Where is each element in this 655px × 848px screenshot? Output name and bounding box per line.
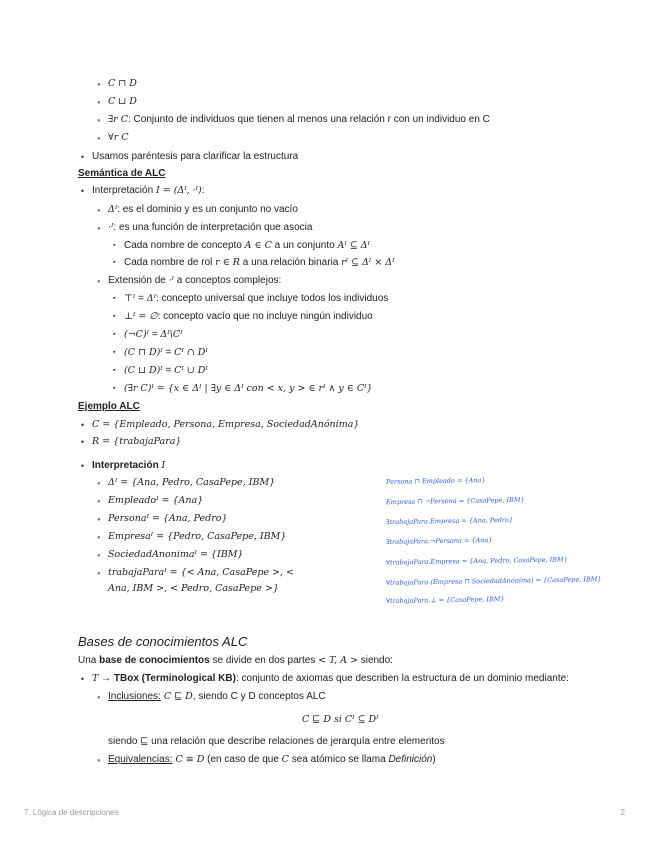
bullet-icon: ▪ bbox=[113, 385, 116, 392]
list-item bbox=[113, 256, 395, 270]
list-item bbox=[97, 221, 313, 235]
list-item bbox=[302, 713, 379, 727]
text: a una relación binaria bbox=[239, 257, 342, 268]
math-expression: (C ⊔ D)ᴵ bbox=[124, 365, 163, 376]
list-item bbox=[97, 274, 282, 288]
math-expression: A ∈ C bbox=[244, 240, 272, 251]
text: = bbox=[162, 365, 175, 376]
math-expression: Δᴵ = {Ana, Pedro, CasaPepe, IBM} bbox=[108, 477, 276, 488]
text: Interpretación bbox=[92, 460, 162, 471]
math-expression: R = {trabajaPara} bbox=[92, 436, 182, 447]
bullet-icon: ▪ bbox=[113, 367, 116, 374]
bullet-icon: ● bbox=[97, 226, 101, 232]
list-item bbox=[113, 328, 183, 342]
list-item bbox=[108, 582, 279, 596]
section-heading bbox=[78, 635, 247, 651]
math-expression: Cᴵ ∩ Dᴵ bbox=[174, 347, 208, 358]
bullet-icon: ● bbox=[97, 208, 101, 214]
bullet-icon: ● bbox=[97, 553, 101, 559]
text: siendo bbox=[108, 736, 141, 747]
math-expression: C ≡ D bbox=[172, 754, 205, 765]
math-expression: C bbox=[281, 754, 289, 765]
list-item bbox=[113, 292, 389, 306]
bullet-icon: ● bbox=[97, 100, 101, 106]
math-expression: (C ⊓ D)ᴵ bbox=[124, 347, 163, 358]
list-item bbox=[97, 77, 137, 91]
math-expression: Ana, IBM >, < Pedro, CasaPepe >} bbox=[108, 583, 279, 594]
math-expression: Personaᴵ = {Ana, Pedro} bbox=[108, 513, 228, 524]
bullet-icon: ● bbox=[97, 758, 101, 764]
text: : concepto vacío que no incluye ningún individuo bbox=[157, 311, 373, 322]
text: sea atómico se llama bbox=[288, 754, 389, 765]
handwritten-note: Empresa ⊓ ¬Persona = {CasaPepe, IBM} bbox=[385, 495, 525, 507]
list-item bbox=[113, 364, 208, 378]
math-expression: Aᴵ ⊆ Δᴵ bbox=[337, 240, 370, 251]
bullet-icon: ● bbox=[97, 118, 101, 124]
math-expression: trabajaParaᴵ = {< Ana, CasaPepe >, < bbox=[108, 567, 295, 578]
text: se divide en dos partes bbox=[209, 655, 319, 666]
text: Interpretación bbox=[92, 185, 156, 196]
handwritten-note: ∀trabajaPara.⊥ = {CasaPepe, IBM} bbox=[385, 594, 505, 606]
bullet-icon: ▪ bbox=[113, 259, 116, 266]
text: Inclusiones: bbox=[108, 691, 161, 702]
handwritten-note: ∀trabajaPara.(Empresa ⊓ SociedadAnónima) = {CasaPepe, IBM} bbox=[385, 575, 602, 587]
list-item bbox=[108, 735, 445, 749]
text: Cada nombre de rol bbox=[124, 257, 216, 268]
math-expression: ·ᴵ bbox=[168, 275, 174, 286]
bullet-icon: ▪ bbox=[113, 349, 116, 356]
list-item bbox=[78, 654, 393, 668]
math-expression: C = {Empleado, Persona, Empresa, SociedadAnónima} bbox=[92, 419, 360, 430]
text: : conjunto de axiomas que describen la estructura de un dominio mediante: bbox=[235, 673, 569, 684]
text: a un conjunto bbox=[271, 240, 338, 251]
list-item bbox=[81, 435, 182, 449]
text: Extensión de bbox=[108, 275, 169, 286]
list-item bbox=[81, 184, 205, 198]
list-item bbox=[97, 476, 276, 490]
list-item bbox=[97, 95, 137, 109]
section-heading bbox=[78, 400, 140, 414]
handwritten-note: ∀trabajaPara.Empresa = {Ana, Pedro, CasaPepe, IBM} bbox=[385, 555, 568, 567]
math-expression: C ⊑ D bbox=[160, 691, 193, 702]
list-item bbox=[113, 310, 373, 324]
text: : es una función de interpretación que asocia bbox=[113, 222, 313, 233]
math-expression: ⊤ᴵ bbox=[124, 293, 136, 304]
bullet-icon: ● bbox=[97, 82, 101, 88]
bullet-icon: ▪ bbox=[113, 242, 116, 249]
text: : Conjunto de individuos que tienen al menos una relación r con un individuo en C bbox=[127, 114, 490, 125]
bullet-icon: ● bbox=[97, 499, 101, 505]
text: (en caso de que bbox=[204, 754, 282, 765]
text: : concepto universal que incluye todos los individuos bbox=[155, 293, 389, 304]
page-number: 2 bbox=[620, 808, 625, 817]
text: Una bbox=[78, 655, 100, 666]
bullet-icon: ▪ bbox=[113, 331, 116, 338]
math-expression: SociedadAnonimaᴵ = {IBM} bbox=[108, 549, 244, 560]
text: = bbox=[162, 347, 175, 358]
text: = bbox=[149, 329, 161, 340]
list-item bbox=[81, 418, 360, 432]
math-expression: Δᴵ\Cᴵ bbox=[160, 329, 183, 340]
list-item bbox=[97, 131, 129, 145]
text: → bbox=[98, 673, 114, 684]
bullet-icon: ● bbox=[97, 695, 101, 701]
list-item bbox=[97, 203, 298, 217]
math-expression: ⊑ bbox=[140, 736, 149, 747]
text: TBox (Terminological KB) bbox=[113, 673, 236, 684]
text: Definición bbox=[388, 754, 433, 765]
math-expression: ·ᴵ bbox=[108, 222, 114, 233]
bullet-icon: ● bbox=[97, 136, 101, 142]
math-expression: C ⊑ D si Cᴵ ⊆ Dᴵ bbox=[302, 714, 379, 725]
bullet-icon: • bbox=[81, 186, 85, 196]
text: : bbox=[201, 185, 205, 196]
bullet-icon: ● bbox=[97, 517, 101, 523]
handwritten-note: ∃trabajaPara.Empresa = {Ana, Pedro} bbox=[385, 515, 514, 527]
list-item bbox=[81, 672, 569, 686]
footer-title: 7. Lógica de descripciones bbox=[24, 808, 119, 817]
math-expression: (¬C)ᴵ bbox=[124, 329, 150, 340]
section-heading bbox=[78, 167, 165, 181]
text: : es el dominio y es un conjunto no vacío bbox=[117, 204, 298, 215]
bullet-icon: ● bbox=[97, 535, 101, 541]
math-expression: ∀r C bbox=[108, 132, 129, 143]
text: a conceptos complejos: bbox=[174, 275, 282, 286]
math-expression: T bbox=[92, 673, 99, 684]
math-expression: rᴵ ⊆ Δᴵ × Δᴵ bbox=[341, 257, 395, 268]
list-item bbox=[97, 690, 326, 704]
bullet-icon: ● bbox=[97, 481, 101, 487]
math-expression: I bbox=[161, 460, 166, 471]
bullet-icon: • bbox=[81, 420, 85, 430]
list-item bbox=[113, 346, 208, 360]
bullet-icon: ▪ bbox=[113, 313, 116, 320]
math-expression: ∃r C bbox=[108, 114, 128, 125]
math-expression: r ∈ R bbox=[215, 257, 240, 268]
text: una relación que describe relaciones de jerarquía entre elementos bbox=[148, 736, 445, 747]
math-expression: C ⊔ D bbox=[108, 96, 137, 107]
text: Ejemplo ALC bbox=[78, 401, 140, 412]
math-expression: C ⊓ D bbox=[108, 78, 137, 89]
text: Cada nombre de concepto bbox=[124, 240, 245, 251]
math-expression: I = (Δᴵ, ·ᴵ) bbox=[155, 185, 202, 196]
list-item bbox=[113, 382, 373, 396]
handwritten-note: ∃trabajaPara.¬Persona = {Ana} bbox=[385, 536, 493, 546]
list-item bbox=[97, 113, 490, 127]
text: siendo: bbox=[357, 655, 393, 666]
math-expression: Δᴵ bbox=[108, 204, 118, 215]
math-expression: < T, A > bbox=[318, 655, 358, 666]
bullet-icon: • bbox=[81, 461, 85, 471]
text: , siendo C y D conceptos ALC bbox=[192, 691, 326, 702]
text: base de conocimientos bbox=[99, 655, 210, 666]
math-expression: Empleadoᴵ = {Ana} bbox=[108, 495, 204, 506]
bullet-icon: ▪ bbox=[113, 295, 116, 302]
bullet-icon: • bbox=[81, 152, 85, 162]
list-item bbox=[97, 512, 228, 526]
bullet-icon: • bbox=[81, 437, 85, 447]
list-item bbox=[97, 530, 287, 544]
math-expression: Cᴵ ∪ Dᴵ bbox=[174, 365, 208, 376]
math-expression: Δᴵ bbox=[146, 293, 156, 304]
bullet-icon: ● bbox=[97, 279, 101, 285]
list-item bbox=[97, 753, 436, 767]
handwritten-note: Persona ⊓ Empleado = {Ana} bbox=[385, 476, 486, 486]
text: Usamos paréntesis para clarificar la estructura bbox=[92, 151, 299, 162]
list-item bbox=[81, 150, 299, 164]
math-expression: Empresaᴵ = {Pedro, CasaPepe, IBM} bbox=[108, 531, 287, 542]
text: Semántica de ALC bbox=[78, 168, 166, 179]
bullet-icon: • bbox=[81, 674, 85, 684]
text: ) bbox=[432, 754, 436, 765]
math-expression: (∃r C)ᴵ = {x ∈ Δᴵ | ∃y ∈ Δᴵ con < x, y > ∈ rᴵ ∧ y ∈ Cᴵ} bbox=[124, 383, 373, 394]
list-item bbox=[113, 239, 370, 253]
math-expression: ⊥ᴵ = ∅ bbox=[124, 311, 158, 322]
text: = bbox=[135, 293, 147, 304]
list-item bbox=[97, 566, 295, 580]
bullet-icon: ● bbox=[97, 571, 101, 577]
text: Equivalencias: bbox=[108, 754, 173, 765]
list-item bbox=[97, 548, 244, 562]
list-item bbox=[81, 459, 166, 473]
list-item bbox=[97, 494, 204, 508]
text: Bases de conocimientos ALC bbox=[78, 634, 248, 649]
